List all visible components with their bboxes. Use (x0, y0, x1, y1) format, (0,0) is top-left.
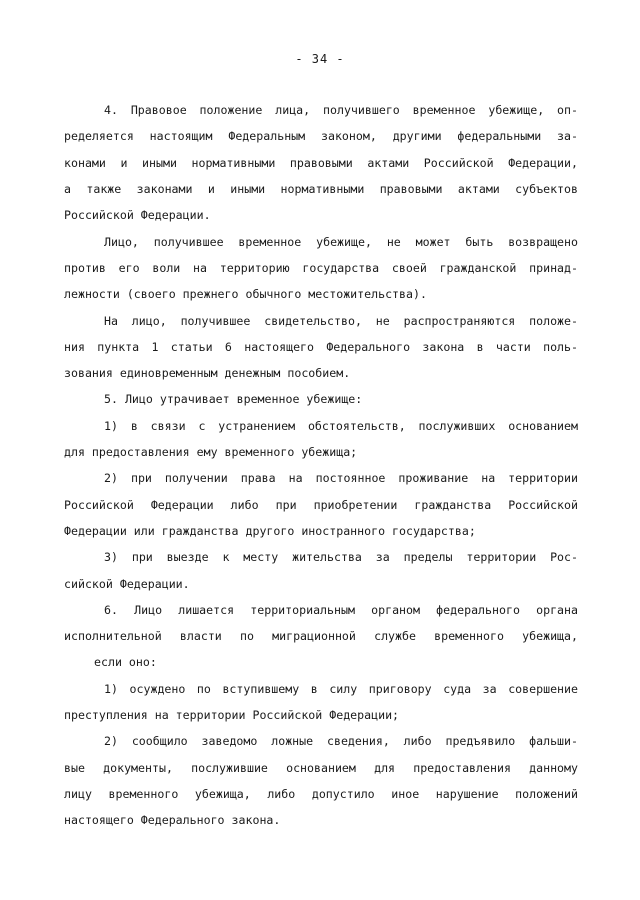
text-line: Российской Федерации. (64, 208, 211, 222)
text-line: сийской Федерации. (64, 577, 190, 591)
text-line: ния пункта 1 статьи 6 настоящего Федерального закона в части поль- (64, 340, 578, 354)
text-line: лежности (своего прежнего обычного местожительства). (64, 287, 427, 301)
text-line: Федерации или гражданства другого иностранного государства; (64, 524, 476, 538)
text-line: Лицо, получившее временное убежище, не может быть возвращено (104, 235, 578, 249)
text-line: На лицо, получившее свидетельство, не распространяются положе- (104, 314, 578, 328)
text-line: вые документы, послужившие основанием для предоставления данному (64, 761, 578, 775)
text-line: против его воли на территорию государства своей гражданской принад- (64, 261, 578, 275)
text-line: настоящего Федерального закона. (64, 813, 281, 827)
text-line: 2) сообщило заведомо ложные сведения, либо предъявило фальши- (104, 734, 578, 748)
text-line: 1) осуждено по вступившему в силу приговору суда за совершение (104, 682, 578, 696)
text-line: лицу временного убежища, либо допустило иное нарушение положений (64, 787, 578, 801)
text-line: 5. Лицо утрачивает временное убежище: (104, 392, 363, 406)
text-line: если оно: (94, 655, 157, 669)
text-line: преступления на территории Российской Федерации; (64, 708, 400, 722)
text-line: 3) при выезде к месту жительства за пределы территории Рос- (104, 550, 578, 564)
text-line: 2) при получении права на постоянное проживание на территории (104, 471, 578, 485)
text-line: 6. Лицо лишается территориальным органом федерального органа (104, 603, 578, 617)
text-line: исполнительной власти по миграционной службе временного убежища, (64, 629, 578, 643)
text-line: 1) в связи с устранением обстоятельств, послуживших основанием (104, 419, 578, 433)
text-line: ределяется настоящим Федеральным законом, другими федеральными за- (64, 129, 578, 143)
text-line: 4. Правовое положение лица, получившего временное убежище, оп- (104, 103, 578, 117)
text-line: конами и иными нормативными правовыми актами Российской Федерации, (64, 156, 578, 170)
text-line: Российской Федерации либо при приобретении гражданства Российской (64, 498, 578, 512)
text-line: зования единовременным денежным пособием. (64, 366, 351, 380)
text-line: для предоставления ему временного убежища; (64, 445, 358, 459)
page-number: - 34 - (295, 52, 345, 66)
text-line: а также законами и иными нормативными правовыми актами субъектов (64, 182, 578, 196)
